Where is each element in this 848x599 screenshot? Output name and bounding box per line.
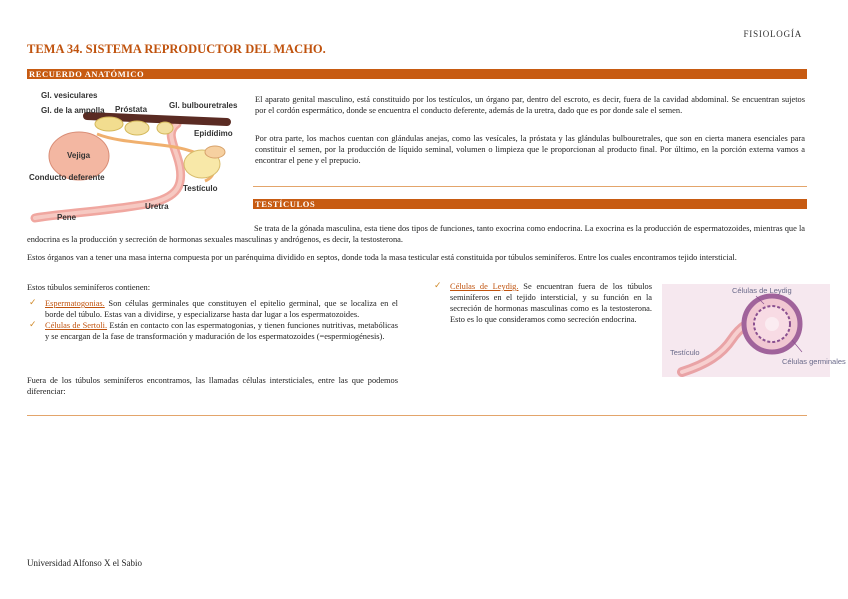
divider-line (253, 186, 807, 187)
list-item (27, 320, 398, 342)
label-vejiga: Vejiga (67, 151, 91, 160)
check-icon: ✓ (29, 298, 37, 308)
term-espermatogonias: Espermatogonias. (45, 299, 105, 308)
seminal-gland-shape (95, 117, 123, 131)
item-text: Se encuentran fuera de los túbulos seminíferos en el tejido intersticial, y su función en la secreción de hormonas masculinas como es la testosterona. Esto es lo que consideramos como secreción endocrina. (450, 282, 652, 324)
testiculos-paragraph-1-text: Se trata de la gónada masculina, esta tiene dos tipos de funciones, tanto exocrina como endocrina. La exocrina es la producción de espermatozoides, mientras que la endocrina es la producción y secreción de hormonas sexuales masculinas y andrógenos, es decir, la testosterona. (27, 224, 805, 244)
label-germinales: Células germinales (782, 357, 846, 366)
prostate-shape (125, 121, 149, 135)
label-vesiculares: Gl. vesiculares (41, 91, 98, 100)
page-title: TEMA 34. SISTEMA REPRODUCTOR DEL MACHO. (27, 42, 326, 56)
list-item (432, 281, 652, 325)
reproductive-anatomy-figure (27, 86, 249, 226)
term-sertoli: Células de Sertoli. (45, 321, 108, 330)
label-deferente: Conducto deferente (29, 173, 105, 182)
label-ampolla: Gl. de la ampolla (41, 106, 105, 115)
recuerdo-paragraph-1: El aparato genital masculino, está constituido por los testículos, un órgano par, dentro del escroto, es decir, fuera de la cavidad abdominal. Se encuentran sujetos por el cordón espermático, donde se encuentra el conducto deferente, además de la uretra, dado que es por donde sale el semen. (255, 95, 805, 115)
interstitial-paragraph: Fuera de los túbulos seminíferos encontramos, las llamadas células intersticiales, entre las que podemos diferenciar: (27, 376, 398, 396)
bulbourethral-shape (157, 122, 173, 134)
bottom-divider-line (27, 415, 807, 416)
check-icon: ✓ (434, 281, 442, 291)
label-uretra: Uretra (145, 202, 169, 211)
term-leydig: Células de Leydig. (450, 282, 519, 291)
footer-university: Universidad Alfonso X el Sabio (27, 558, 142, 568)
label-testiculo: Testículo (183, 184, 218, 193)
recuerdo-paragraph-2: Por otra parte, los machos cuentan con glándulas anejas, como las vesícales, la próstata y las glándulas bulbouretrales, que son en cierta manera esenciales para constituir el semen, por la producción de líquido seminal, volumen o limpieza que le proporcionan al producto final. Por último, en la porción externa vamos a encontrar el pene y el prepucio. (255, 134, 805, 165)
label-testiculo-fig: Testículo (670, 348, 700, 357)
subject-header: FISIOLOGÍA (743, 29, 802, 39)
list-item (27, 298, 398, 320)
testis-cells-figure (662, 284, 846, 377)
label-bulbouretrales: Gl. bulbouretrales (169, 101, 238, 110)
item-text: Están en contacto con las espermatogonias, y tienen funciones nutritivas, metabólicas y se encargan de la fase de transformación y maduración de los espermatozoides (=espermiogénesis). (45, 321, 398, 341)
section-testiculos-bar (253, 199, 807, 209)
label-leydig: Células de Leydig (732, 286, 792, 295)
epididymis-shape (205, 146, 225, 158)
section-testiculos-label: TESTÍCULOS (255, 199, 316, 209)
testiculos-paragraph-2: Estos órganos van a tener una masa interna compuesta por un parénquima dividido en septos, donde toda la masa testicular está constituida por túbulos seminíferos. Entre los cuales encontramos tejido intersticial. (27, 253, 737, 262)
check-icon: ✓ (29, 320, 37, 330)
section-recuerdo-bar (27, 69, 807, 79)
item-text: Son células germinales que constituyen el epitelio germinal, que se localiza en el borde del túbulo. Estas van a dividirse, y especializarse hasta dar lugar a los espermatozoides. (45, 299, 398, 319)
label-epididimo: Epidídimo (194, 129, 233, 138)
section-recuerdo-label: RECUERDO ANATÓMICO (29, 69, 145, 79)
testiculos-paragraph-1 (27, 223, 805, 245)
leydig-list (432, 281, 652, 325)
label-prostata: Próstata (115, 105, 148, 114)
label-pene: Pene (57, 213, 77, 222)
list-intro: Estos túbulos seminíferos contienen: (27, 283, 151, 292)
tubule-contents-list (27, 298, 398, 342)
